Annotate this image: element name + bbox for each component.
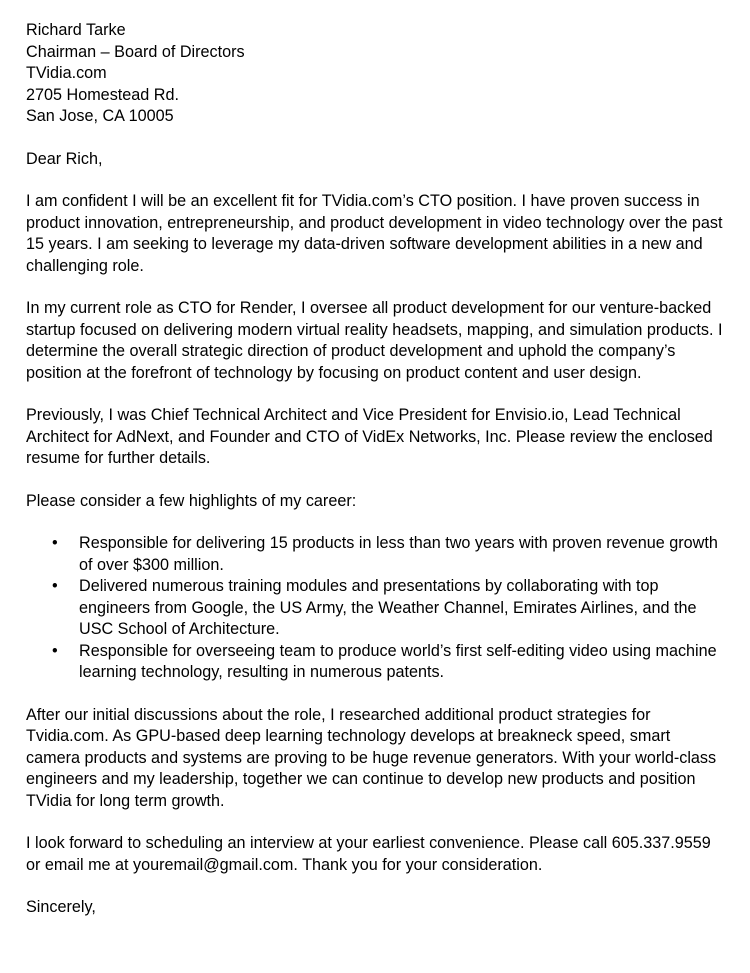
paragraph-strategy: After our initial discussions about the role, I researched additional product strategies for Tvidia.com. As GPU-based deep learning technology develops at breakneck speed, smart camera products and systems are proving to be huge revenue generators. With your world-class engineers and my leadership, together we can continue to develop new products and position TVidia for long term growth. (26, 705, 717, 810)
highlights-list (26, 533, 726, 684)
paragraph-previous-roles: Previously, I was Chief Technical Architect and Vice President for Envisio.io, Lead Technical Architect for AdNext, and Founder and CTO of VidEx Networks, Inc. Please review the enclosed resume for further details. (26, 406, 713, 467)
highlight-text: Responsible for overseeing team to produce world’s first self-editing video using machine learning technology, resulting in numerous patents. (79, 641, 717, 681)
recipient-company: TVidia.com (26, 64, 107, 82)
salutation: Dear Rich, (26, 149, 103, 168)
recipient-address-block (26, 20, 726, 128)
paragraph-highlights-intro: Please consider a few highlights of my career: (26, 491, 357, 510)
list-item (52, 533, 726, 576)
bullet-icon: • (52, 534, 58, 552)
cover-letter (26, 20, 726, 919)
paragraph-intro: I am confident I will be an excellent fit for TVidia.com’s CTO position. I have proven success in product innovation, entrepreneurship, and product development in video technology over the past 15 years. I am seeking to leverage my data-driven software development abilities in a new and challenging role. (26, 192, 723, 275)
recipient-title: Chairman – Board of Directors (26, 42, 245, 61)
sign-off: Sincerely, (26, 898, 96, 916)
paragraph-current-role: In my current role as CTO for Render, I oversee all product development for our venture-backed startup focused on delivering modern virtual reality headsets, mapping, and simulation products. I determine the overall strategic direction of product development and uphold the company’s position at the forefront of technology by focusing on product content and user design. (26, 299, 723, 382)
recipient-street: 2705 Homestead Rd. (26, 85, 179, 104)
recipient-name: Richard Tarke (26, 21, 126, 39)
recipient-city: San Jose, CA 10005 (26, 107, 174, 125)
paragraph-call-to-action: I look forward to scheduling an interview at your earliest convenience. Please call 605.337.9559 or email me at youremail@gmail.com. Thank you for your consideration. (26, 834, 711, 874)
highlight-text: Responsible for delivering 15 products in less than two years with proven revenue growth of over $300 million. (79, 534, 718, 574)
list-item (52, 641, 726, 684)
bullet-icon: • (52, 641, 58, 660)
highlight-text: Delivered numerous training modules and presentations by collaborating with top engineers from Google, the US Army, the Weather Channel, Emirates Airlines, and the USC School of Architecture. (79, 577, 697, 638)
list-item (52, 576, 726, 641)
bullet-icon: • (52, 577, 58, 595)
